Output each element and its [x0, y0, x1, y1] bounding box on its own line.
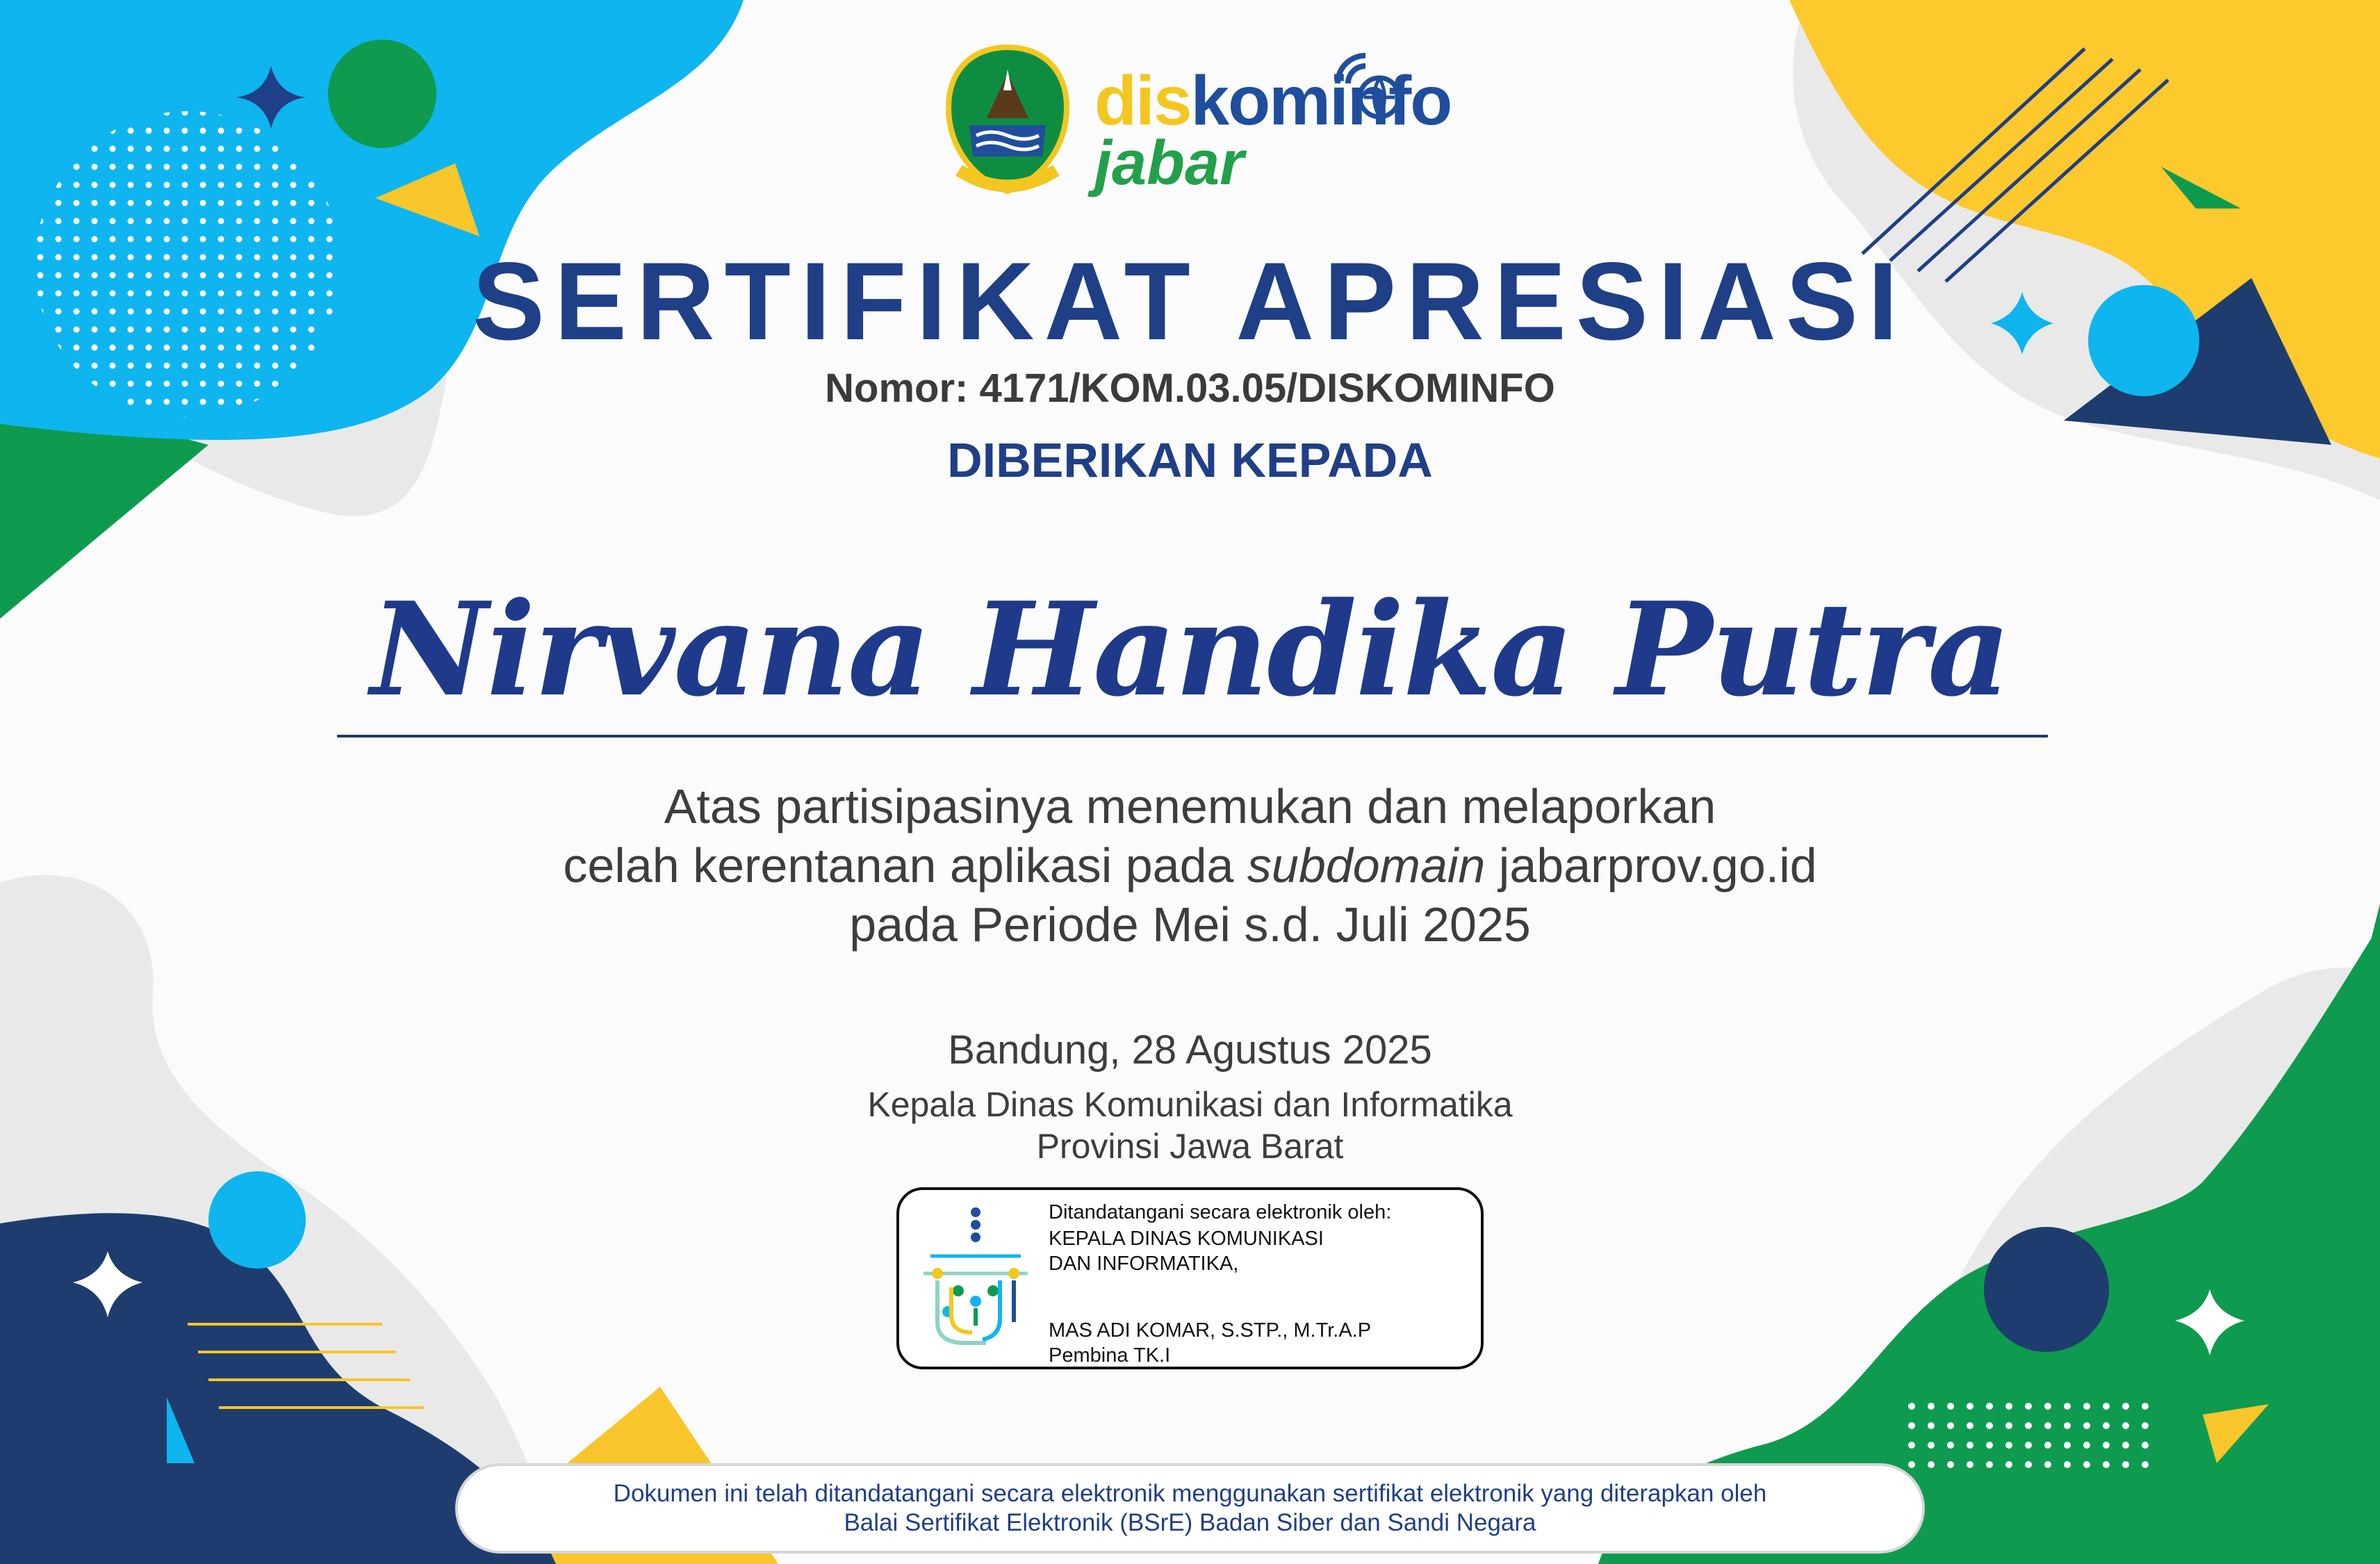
place-date: Bandung, 28 Agustus 2025 [948, 1027, 1432, 1073]
body-line-2-post: jabarprov.go.id [1485, 838, 1817, 893]
bottom-right-navy-circle [1984, 1227, 2109, 1352]
signature-label: Ditandatangani secara elektronik oleh: [1049, 1201, 1392, 1223]
electronic-signature-box [896, 1187, 1484, 1369]
header-logos [938, 42, 1466, 202]
signer-position-line-2: DAN INFORMATIKA, [1049, 1253, 1239, 1275]
body-line-3: pada Periode Mei s.d. Juli 2025 [849, 897, 1531, 952]
logo-text-jabar: jabar [1094, 129, 1245, 198]
certificate-title: SERTIFIKAT APRESIASI [472, 240, 1908, 364]
signer-name: MAS ADI KOMAR, S.STP., M.Tr.A.P [1049, 1319, 1372, 1342]
name-underline [337, 735, 2048, 738]
wifi-globe-icon [1324, 42, 1407, 125]
body-line-2-emphasis: subdomain [1247, 838, 1486, 893]
body-line-2-pre: celah kerentanan aplikasi pada [563, 838, 1247, 893]
bsre-signature-mark-icon [917, 1204, 1035, 1357]
footer-notice [455, 1463, 1925, 1554]
bottom-left-blue-circle [208, 1171, 306, 1269]
bottom-right-dot-pattern [1904, 1390, 2154, 1481]
official-title-line-1: Kepala Dinas Komunikasi dan Informatika [867, 1085, 1513, 1124]
footer-line-1: Dokumen ini telah ditandatangani secara elektronik menggunakan sertifikat elektronik yang diterapkan oleh [613, 1480, 1767, 1507]
footer-line-2: Balai Sertifikat Elektronik (BSrE) Badan Siber dan Sandi Negara [844, 1509, 1536, 1536]
west-java-seal-logo [938, 42, 1077, 198]
certificate-number: Nomor: 4171/KOM.03.05/DISKOMINFO [825, 366, 1555, 411]
given-to-label: DIBERIKAN KEPADA [947, 433, 1433, 487]
recipient-name: Nirvana Handika Putra [370, 573, 2010, 725]
signer-rank: Pembina TK.I [1049, 1344, 1171, 1367]
logo-text-dis: dis [1094, 62, 1191, 140]
top-left-green-circle [328, 40, 436, 148]
body-line-1: Atas partisipasinya menemukan dan melaporkan [664, 779, 1716, 833]
official-title-line-2: Provinsi Jawa Barat [1036, 1127, 1344, 1166]
body-line-2 [0, 838, 2380, 893]
signer-position-line-1: KEPALA DINAS KOMUNIKASI [1049, 1228, 1324, 1250]
logo-text-kominfo: kominfo [1190, 62, 1452, 140]
